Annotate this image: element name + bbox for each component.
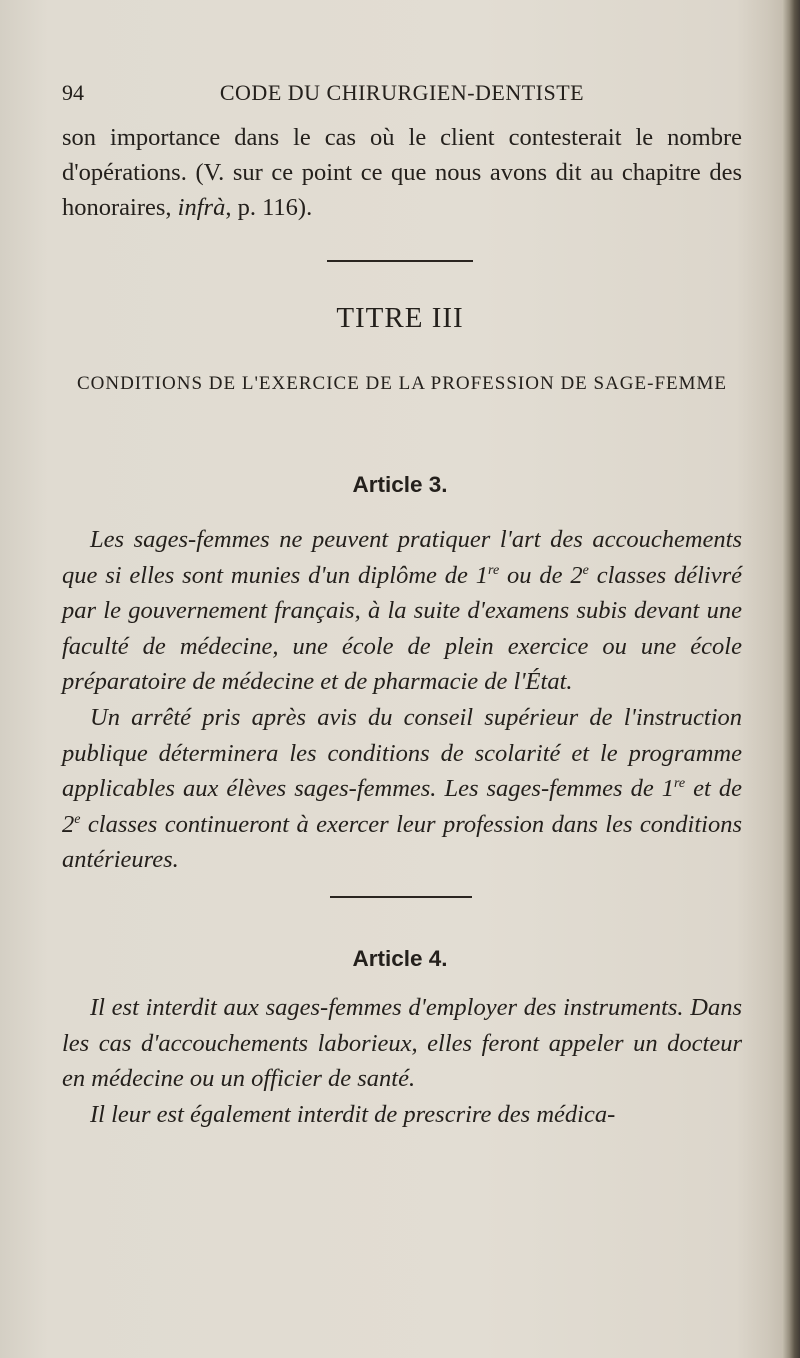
article-4-heading: Article 4. xyxy=(352,946,448,971)
article-3-heading: Article 3. xyxy=(352,472,448,497)
running-title: CODE DU CHIRURGIEN-DENTISTE xyxy=(219,80,585,105)
article-3-paragraph-1 xyxy=(62,522,742,700)
page-header xyxy=(62,80,742,114)
article-3-paragraph-2 xyxy=(62,700,742,878)
section-divider xyxy=(327,260,473,262)
intro-paragraph xyxy=(62,120,742,225)
superscript: re xyxy=(674,775,686,791)
part-title: TITRE III xyxy=(336,302,464,334)
article-3-p1-text-a: Les sages-femmes ne peuvent pratiquer l'art des accouchements que si elles sont munies d'un diplôme de 1 xyxy=(62,526,742,589)
page-number: 94 xyxy=(62,80,84,105)
page-edge-shadow xyxy=(782,0,800,1358)
intro-text: son importance dans le cas où le client contesterait le nombre d'opérations. (V. sur ce point ce que nous avons dit au chapitre des honoraires, xyxy=(62,124,742,221)
section-heading: CONDITIONS DE L'EXERCICE DE LA PROFESSION DE SAGE-FEMME xyxy=(76,373,728,394)
article-4-paragraph-2: Il leur est également interdit de prescrire des médica- xyxy=(90,1101,616,1128)
superscript: e xyxy=(74,811,81,827)
article-4-paragraph-1: Il est interdit aux sages-femmes d'employer des instruments. Dans les cas d'accouchements laborieux, elles feront appeler un docteur en médecine ou un officier de santé. xyxy=(62,994,742,1092)
intro-emphasis: infrà xyxy=(177,194,226,221)
article-3-p2-text-a: Un arrêté pris après avis du conseil supérieur de l'instruction publique déterminera les conditions de scolarité et le programme applicables aux élèves sages-femmes. Les sages-femmes de 1 xyxy=(62,704,742,802)
superscript: re xyxy=(488,562,500,578)
article-3-p1-text-c: classes délivré par le gouvernement français, à la suite d'examens subis devant une faculté de médecine, une école de plein exercice ou une école préparatoire de médecine et de pharmacie de l'État. xyxy=(62,561,742,695)
intro-tail: , p. 116). xyxy=(225,194,313,221)
article-divider xyxy=(330,896,472,898)
superscript: e xyxy=(582,562,589,578)
article-3-p2-text-b: et de 2 xyxy=(62,775,742,838)
article-3-p1-text-b: ou de 2 xyxy=(499,561,583,589)
article-3-p2-text-c: classes continueront à exercer leur profession dans les conditions antérieures. xyxy=(62,810,742,873)
